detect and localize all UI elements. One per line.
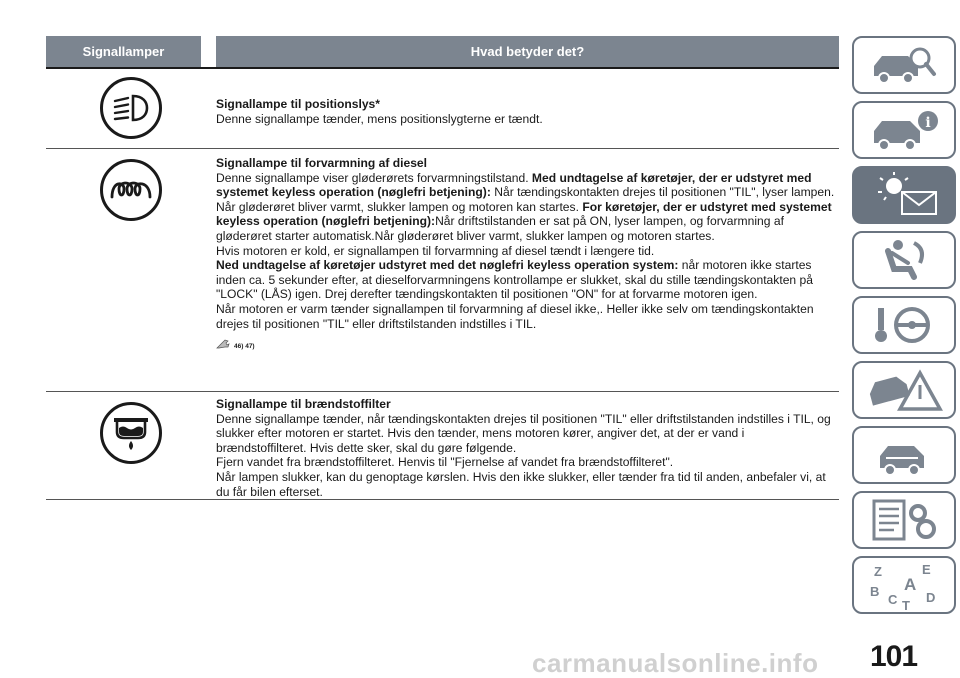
car-search-icon [864, 42, 944, 88]
car-warning-triangle-icon [864, 367, 944, 413]
index-letter-b: B [870, 584, 880, 599]
service-wrench-icon [216, 339, 230, 356]
seat-airbag-icon [864, 237, 944, 283]
warning-lights-table [46, 36, 839, 500]
table-row [46, 149, 839, 392]
specifications-gear-icon [864, 497, 944, 543]
header-meaning: Hvad betyder det? [216, 36, 839, 67]
index-letter-d: D [926, 590, 936, 605]
index-letter-a: A [904, 575, 917, 594]
text-span: Når tændingskontakten drejes til positionen "TIL", lyser lampen. Når gløderøret bliver varmt, slukker lampen og motoren kan startes. [216, 185, 835, 214]
tab-seat-airbag[interactable] [852, 231, 956, 289]
tab-key-steering[interactable] [852, 296, 956, 354]
header-signal-lamps: Signallamper [46, 36, 201, 67]
tab-car-service[interactable] [852, 426, 956, 484]
warning-light-message-icon [864, 172, 944, 218]
chapter-tabs [852, 36, 956, 621]
row-text: Når lampen slukker, kan du genoptage kørslen. Hvis den ikke slukker, eller tænder fra tid til anden, anbefaler vi, at du får bilen efterset. [216, 469, 826, 499]
row-text: Denne signallampe tænder, når tændingskontakten drejes til positionen "TIL" eller driftstilstanden indstilles i TIL, og slukker efter motoren er startet. Hvis den tænder, mens motoren kører, angiver det, at der er vand i brændstoffilteret. Hvis dette sker, skal du gøre følgende. [216, 411, 831, 455]
row-text [216, 258, 835, 302]
car-info-icon [864, 107, 944, 153]
fuel-filter-icon [100, 402, 162, 464]
text-span: Når driftstilstanden er sat på ON, lyser lampen, og forvarmning af gløderøret starter automatisk.Når gløderøret bliver varmt, slukker lampen og motoren startes. [216, 214, 784, 243]
text-span-bold: Ned undtagelse af køretøjer udstyret med det nøglefri keyless operation system: [216, 258, 679, 273]
tab-specifications[interactable] [852, 491, 956, 549]
table-row [46, 69, 839, 149]
row-title: Signallampe til forvarmning af diesel [216, 156, 428, 170]
index-letter-t: T [902, 598, 910, 610]
text-span-bold: Med undtagelse af køretøjer, der er udstyret med systemet keyless operation (nøglefri betjening): [216, 170, 812, 200]
row-title: Signallampe til brændstoffilter [216, 397, 391, 411]
table-header [46, 36, 839, 67]
page-number: 101 [870, 640, 918, 673]
index-letter-z: Z [874, 564, 882, 579]
warning-references [216, 339, 835, 356]
row-title: Signallampe til positionslys* [216, 97, 380, 111]
tab-car-info[interactable] [852, 101, 956, 159]
tab-emergency[interactable] [852, 361, 956, 419]
position-light-icon [100, 77, 162, 139]
tab-warning-lights[interactable] [852, 166, 956, 224]
key-steering-wheel-icon [864, 302, 944, 348]
watermark: carmanualsonline.info [532, 648, 819, 678]
tab-car-search[interactable] [852, 36, 956, 94]
glow-plug-icon [100, 159, 162, 221]
alphabet-index-icon [864, 560, 944, 610]
index-letter-e: E [922, 562, 931, 577]
tab-alphabetical-index[interactable] [852, 556, 956, 614]
text-span: når motoren ikke startes inden ca. 5 sekunder efter, at dieselforvarmningens kontrollampe er slukket, skal du stille tændingskontakten på "LOCK" (LÅS) igen. Drej derefter tændingskontakten til positionen "ON" for at forvarme motoren igen. [216, 258, 813, 302]
svg-text:i: i [925, 115, 931, 131]
row-text [216, 171, 835, 244]
row-text: Fjern vandet fra brændstoffilteret. Henvis til "Fjernelse af vandet fra brændstoffilteret". [216, 455, 674, 470]
text-span-bold: For køretøjer, der er udstyret med systemet keyless operation (nøglefri betjening): [216, 199, 832, 229]
car-service-icon [864, 432, 944, 478]
row-text: Hvis motoren er kold, er signallampen til forvarmning af diesel tændt i længere tid. [216, 243, 655, 258]
reference-numbers: 46) 47) [234, 343, 255, 351]
text-span: Denne signallampe viser gløderørets forvarmningstilstand. [216, 170, 532, 185]
row-text: Denne signallampe tænder, mens positionslygterne er tændt. [216, 111, 543, 126]
index-letter-c: C [888, 592, 898, 607]
row-text: Når motoren er varm tænder signallampen til forvarmning af diesel ikke,. Heller ikke selv om tændingskontakten drejes til positionen "TIL" eller driftstilstanden indstilles i TIL. [216, 301, 814, 331]
table-row [46, 392, 839, 500]
